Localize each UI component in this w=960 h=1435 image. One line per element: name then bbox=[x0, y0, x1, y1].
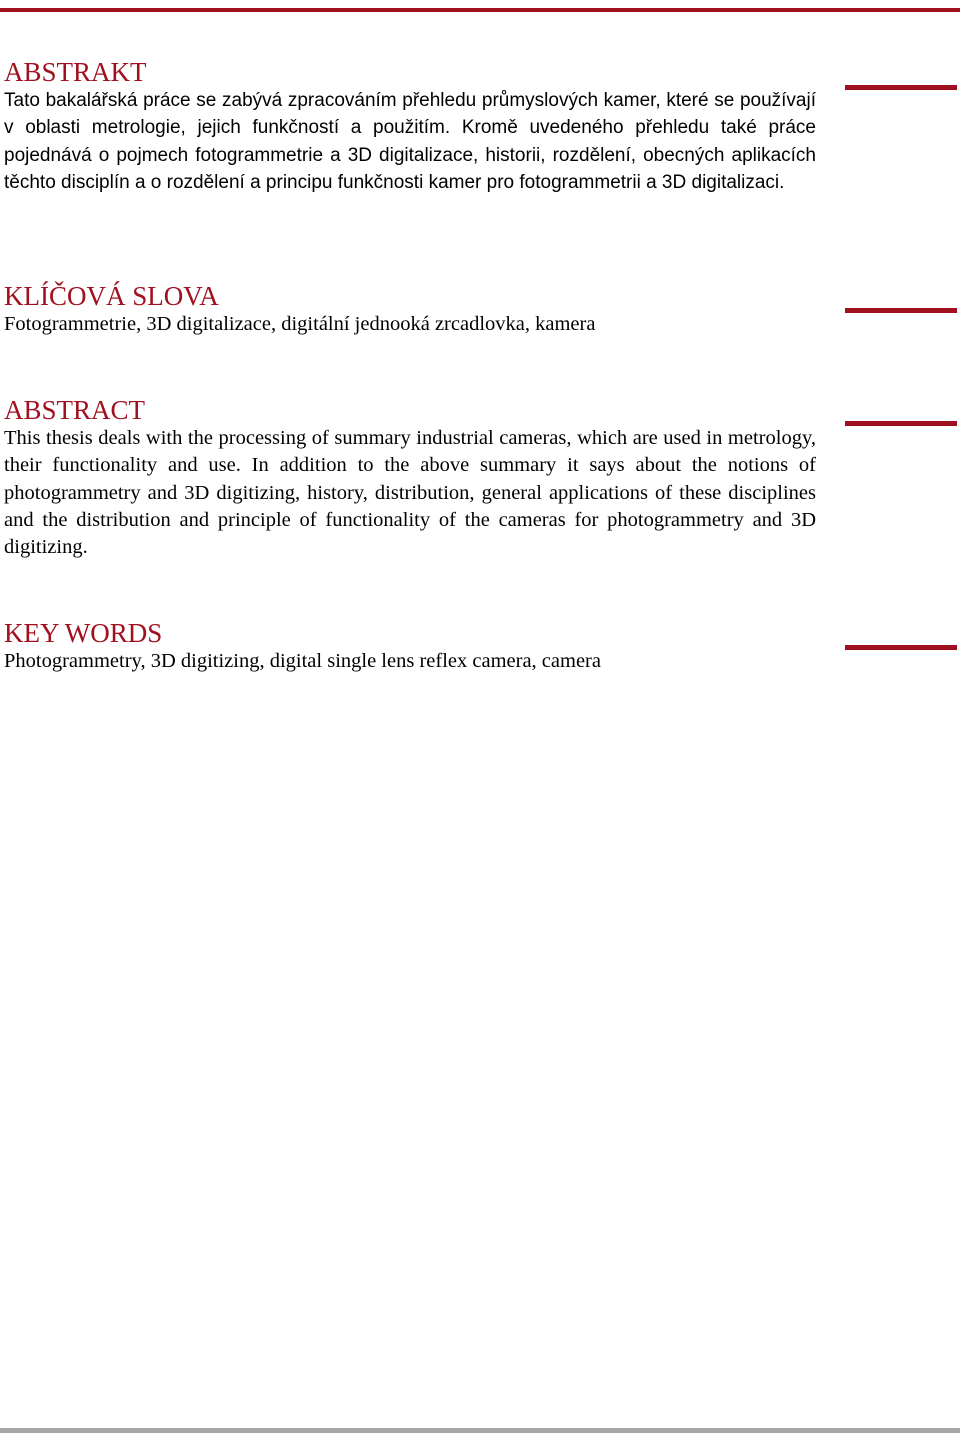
abstract-text: This thesis deals with the processing of summary industrial cameras, which are used in metrology, their functionality and use. In addition to the above summary it says about the notions of photogrammetry and 3D digitizing, history, distribution, general applications of these disciplines and the distribution and principle of functionality of the cameras for photogrammetry and 3D digitizing. bbox=[4, 427, 816, 559]
abstract-side-bar bbox=[845, 421, 957, 426]
klicova-slova-text: Fotogrammetrie, 3D digitalizace, digitální jednooká zrcadlovka, kamera bbox=[4, 313, 596, 335]
klicova-slova-heading: KLÍČOVÁ SLOVA bbox=[4, 281, 219, 311]
abstract-heading: ABSTRACT bbox=[4, 395, 146, 425]
abstrakt-section bbox=[4, 57, 816, 196]
top-rule bbox=[0, 8, 960, 12]
key-words-section bbox=[4, 618, 816, 675]
klicova-slova-section bbox=[4, 281, 816, 338]
abstract-section bbox=[4, 395, 816, 561]
key-words-side-bar bbox=[845, 645, 957, 650]
abstrakt-side-bar bbox=[845, 85, 957, 90]
abstrakt-heading: ABSTRAKT bbox=[4, 57, 147, 87]
abstrakt-text: Tato bakalářská práce se zabývá zpracováním přehledu průmyslových kamer, které se používají v oblasti metrologie, jejich funkčností a použitím. Kromě uvedeného přehledu také práce pojednává o pojmech fotogrammetrie a 3D digitalizace, historii, rozdělení, obecných aplikacích těchto disciplín a o rozdělení a principu funkčnosti kamer pro fotogrammetrii a 3D digitalizaci. bbox=[4, 90, 816, 193]
klicova-slova-side-bar bbox=[845, 308, 957, 313]
footer-rule bbox=[0, 1428, 960, 1433]
key-words-heading: KEY WORDS bbox=[4, 618, 163, 648]
key-words-text: Photogrammetry, 3D digitizing, digital single lens reflex camera, camera bbox=[4, 650, 601, 672]
